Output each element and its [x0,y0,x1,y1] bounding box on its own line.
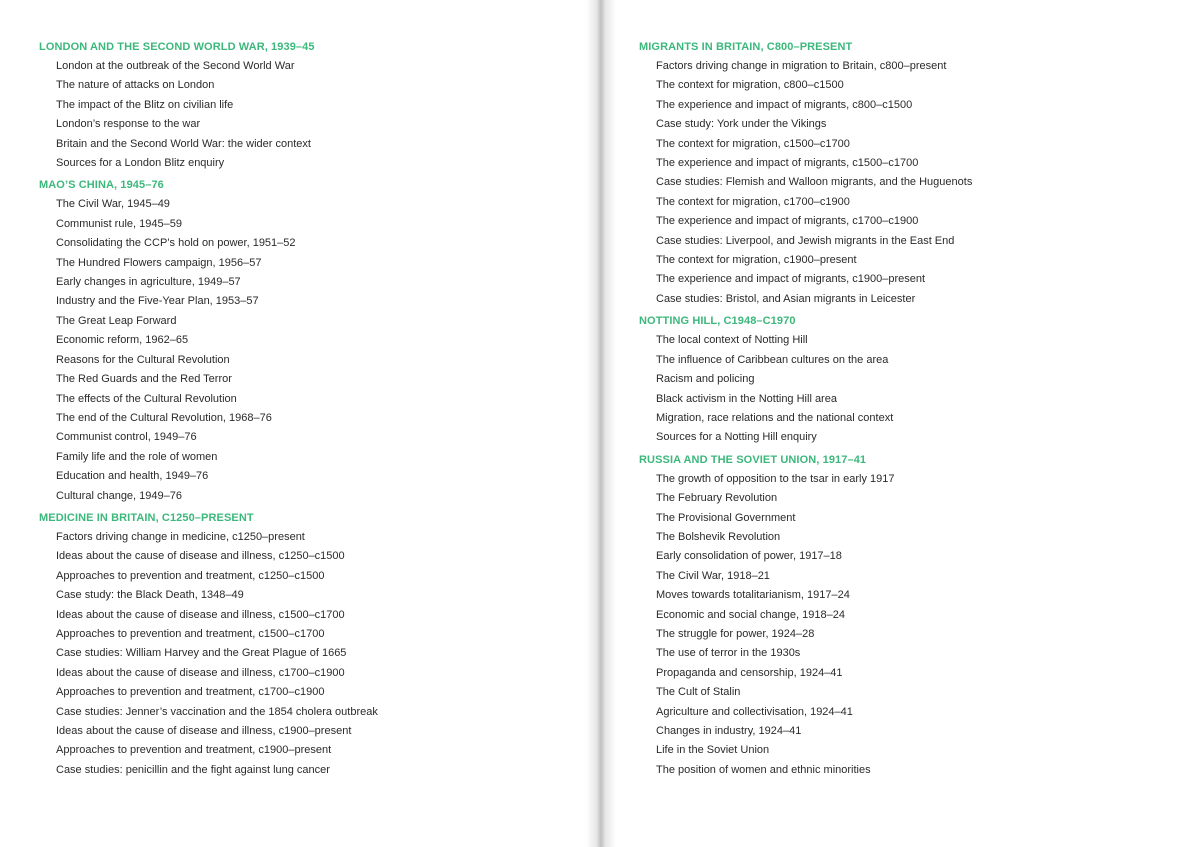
topic-item: The Red Guards and the Red Terror [56,373,232,386]
section-heading: MIGRANTS IN BRITAIN, C800–PRESENT [639,41,853,53]
topic-item: Industry and the Five-Year Plan, 1953–57 [56,295,259,308]
topic-item: The context for migration, c1500–c1700 [656,137,850,150]
topic-list [39,195,584,506]
section-heading: RUSSIA AND THE SOVIET UNION, 1917–41 [639,453,867,466]
topic-item: The Cult of Stalin [656,686,741,699]
topic-item: Approaches to prevention and treatment, c1900–present [56,744,332,757]
topic-item: The position of women and ethnic minorities [656,763,871,776]
toc-section [39,39,584,173]
topic-list [639,470,1184,781]
topic-item: Ideas about the cause of disease and illness, c1250–c1500 [56,550,345,563]
topic-item: The context for migration, c800–c1500 [656,79,844,92]
topic-item: Case study: the Black Death, 1348–49 [56,589,244,602]
topic-item: Approaches to prevention and treatment, c1700–c1900 [56,686,325,699]
topic-item: Early consolidation of power, 1917–18 [656,550,842,563]
topic-item: The Civil War, 1918–21 [656,569,770,582]
topic-item: Education and health, 1949–76 [56,470,209,483]
topic-item: Ideas about the cause of disease and illness, c1700–c1900 [56,666,345,679]
topic-item: The experience and impact of migrants, c800–c1500 [656,98,913,111]
topic-item: Britain and the Second World War: the wider context [56,137,311,150]
topic-item: Factors driving change in medicine, c1250–present [56,530,305,543]
topic-item: The Civil War, 1945–49 [56,198,170,211]
topic-item: The effects of the Cultural Revolution [56,392,237,405]
toc-section [39,510,584,780]
topic-item: Approaches to prevention and treatment, c1500–c1700 [56,627,325,640]
topic-item: The struggle for power, 1924–28 [656,627,815,640]
topic-item: The context for migration, c1700–c1900 [656,195,850,208]
topic-item: Ideas about the cause of disease and illness, c1900–present [56,725,352,737]
topic-item: Racism and policing [656,373,755,386]
topic-item: Migration, race relations and the national context [656,411,894,424]
topic-item: The Provisional Government [656,511,796,524]
topic-list [39,528,584,780]
topic-list [639,57,1184,309]
book-gutter-shadow [586,0,616,847]
topic-item: Case studies: penicillin and the fight against lung cancer [56,763,330,776]
right-column [639,39,1184,784]
topic-item: The influence of Caribbean cultures on the area [656,353,889,366]
toc-section [639,313,1184,447]
topic-list [39,57,584,173]
topic-item: The impact of the Blitz on civilian life [56,98,234,111]
section-heading: MAO’S CHINA, 1945–76 [39,179,164,192]
topic-item: Black activism in the Notting Hill area [656,392,837,405]
topic-item: The local context of Notting Hill [656,334,808,347]
topic-item: The experience and impact of migrants, c1500–c1700 [656,157,919,170]
topic-item: Changes in industry, 1924–41 [656,725,802,737]
topic-item: The use of terror in the 1930s [656,647,801,660]
topic-item: Sources for a London Blitz enquiry [56,157,225,170]
topic-item: Consolidating the CCP’s hold on power, 1951–52 [56,237,296,250]
section-heading: LONDON AND THE SECOND WORLD WAR, 1939–45 [39,41,315,53]
topic-item: Approaches to prevention and treatment, c1250–c1500 [56,569,325,582]
topic-item: Sources for a Notting Hill enquiry [656,431,817,444]
right-page [600,0,1200,847]
topic-item: Propaganda and censorship, 1924–41 [656,666,843,679]
left-column [39,39,584,784]
topic-item: The February Revolution [656,492,778,505]
topic-item: Life in the Soviet Union [656,744,770,757]
topic-item: The experience and impact of migrants, c1900–present [656,273,926,286]
topic-item: London at the outbreak of the Second World War [56,60,295,72]
topic-item: Economic and social change, 1918–24 [656,608,845,621]
toc-section [639,39,1184,309]
topic-item: The experience and impact of migrants, c1700–c1900 [656,215,919,228]
toc-section [39,177,584,506]
topic-item: Early changes in agriculture, 1949–57 [56,276,241,289]
topic-item: The Great Leap Forward [56,314,177,327]
topic-item: The end of the Cultural Revolution, 1968–76 [56,411,272,424]
toc-section [639,452,1184,781]
topic-item: Case studies: Flemish and Walloon migrants, and the Huguenots [656,176,973,189]
topic-item: Family life and the role of women [56,450,218,463]
topic-item: The context for migration, c1900–present [656,254,857,267]
topic-item: Ideas about the cause of disease and illness, c1500–c1700 [56,608,345,621]
topic-item: Moves towards totalitarianism, 1917–24 [656,589,850,602]
topic-item: Case study: York under the Vikings [656,118,827,131]
topic-item: Case studies: Bristol, and Asian migrants in Leicester [656,292,916,305]
topic-item: The nature of attacks on London [56,79,215,92]
topic-item: Reasons for the Cultural Revolution [56,353,230,366]
topic-item: Communist rule, 1945–59 [56,217,182,230]
topic-item: The Hundred Flowers campaign, 1956–57 [56,256,262,269]
topic-item: Cultural change, 1949–76 [56,489,182,502]
section-heading: NOTTING HILL, C1948–C1970 [639,315,796,328]
topic-item: Case studies: Liverpool, and Jewish migrants in the East End [656,234,955,247]
topic-item: London’s response to the war [56,118,201,131]
topic-item: The growth of opposition to the tsar in early 1917 [656,472,895,485]
topic-item: The Bolshevik Revolution [656,530,781,543]
section-heading: MEDICINE IN BRITAIN, C1250–PRESENT [39,511,254,524]
topic-item: Case studies: William Harvey and the Great Plague of 1665 [56,647,347,660]
topic-item: Factors driving change in migration to Britain, c800–present [656,60,947,72]
topic-list [639,331,1184,447]
topic-item: Communist control, 1949–76 [56,431,197,444]
topic-item: Agriculture and collectivisation, 1924–41 [656,705,853,718]
topic-item: Case studies: Jenner’s vaccination and the 1854 cholera outbreak [56,705,378,718]
topic-item: Economic reform, 1962–65 [56,334,189,347]
